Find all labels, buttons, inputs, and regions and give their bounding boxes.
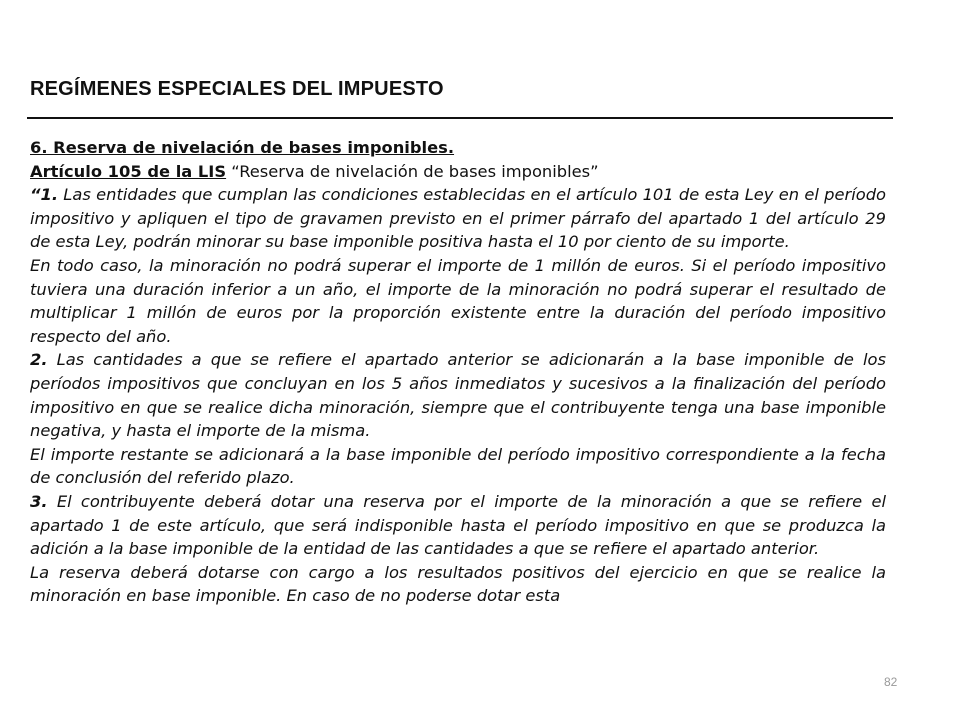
article-title: “Reserva de nivelación de bases imponibles” <box>226 161 599 181</box>
paragraph-number: 3. <box>30 491 48 511</box>
section-heading-text: 6. Reserva de nivelación de bases imponibles. <box>30 138 455 157</box>
slide-body <box>30 136 886 608</box>
paragraph-3 <box>30 490 886 561</box>
paragraph-3-continued <box>30 561 886 608</box>
paragraph-text: La reserva deberá dotarse con cargo a los resultados positivos del ejercicio en que se realice la minoración en base imponible. En caso de no poderse dotar esta <box>30 562 886 606</box>
paragraph-1 <box>30 183 886 254</box>
paragraph-1-continued <box>30 254 886 348</box>
article-line <box>30 160 886 184</box>
paragraph-number: 2. <box>30 350 48 370</box>
paragraph-text: En todo caso, la minoración no podrá superar el importe de 1 millón de euros. Si el período impositivo tuviera una duración inferior a un año, el importe de la minoración no podrá superar el resultado de multiplicar 1 millón de euros por la proporción existente entre la duración del período impositivo respecto del año. <box>30 255 886 346</box>
paragraph-text: El contribuyente deberá dotar una reserva por el importe de la minoración a que se refiere el apartado 1 de este artículo, que será indisponible hasta el período impositivo en que se produzca la adición a la base imponible de la entidad de las cantidades a que se refiere el apartado anterior. <box>30 491 886 559</box>
paragraph-text: Las cantidades a que se refiere el apartado anterior se adicionarán a la base imponible de los períodos impositivos que concluyan en los 5 años inmediatos y sucesivos a la finalización del período impositivo en que se realice dicha minoración, siempre que el contribuyente tenga una base imponible negativa, y hasta el importe de la misma. <box>30 350 886 441</box>
paragraph-text: Las entidades que cumplan las condiciones establecidas en el artículo 101 de esta Ley en el período impositivo y apliquen el tipo de gravamen previsto en el primer párrafo del apartado 1 del artículo 29 de esta Ley, podrán minorar su base imponible positiva hasta el 10 por ciento de su importe. <box>30 185 886 252</box>
paragraph-number: “1. <box>30 185 58 205</box>
title-divider <box>27 117 893 119</box>
slide-title: REGÍMENES ESPECIALES DEL IMPUESTO <box>30 78 444 100</box>
section-heading <box>30 136 886 160</box>
paragraph-2 <box>30 348 886 442</box>
paragraph-text: El importe restante se adicionará a la base imponible del período impositivo correspondiente a la fecha de conclusión del referido plazo. <box>30 444 886 488</box>
paragraph-2-continued <box>30 443 886 490</box>
page-number: 82 <box>884 675 898 689</box>
article-reference: Artículo 105 de la LIS <box>30 161 227 181</box>
